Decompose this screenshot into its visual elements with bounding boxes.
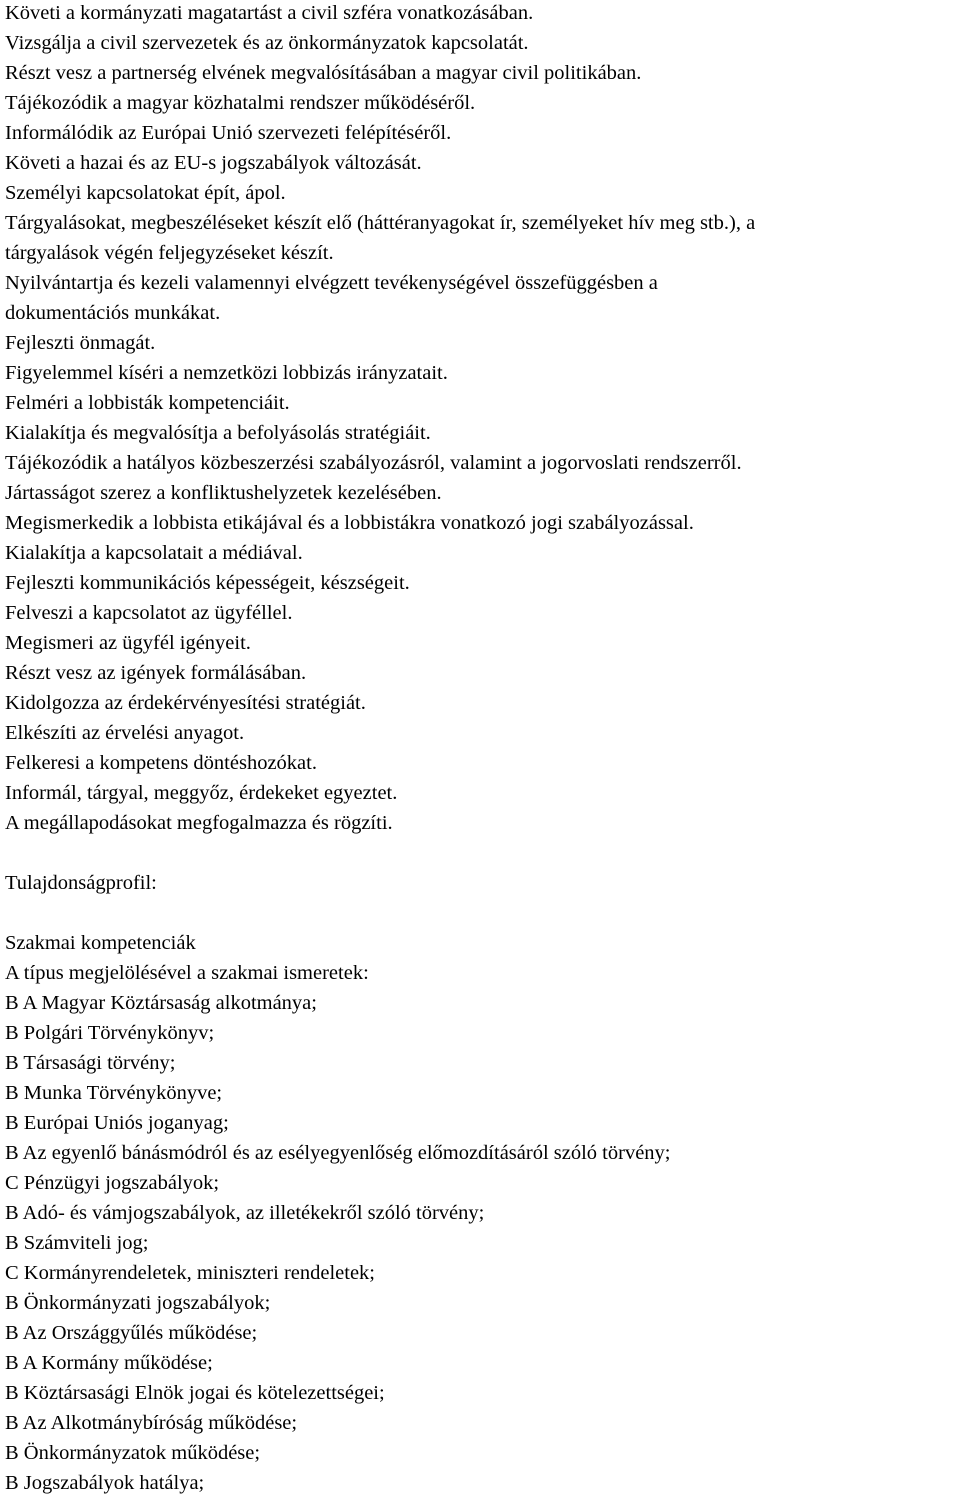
knowledge-item: C Kormányrendeletek, miniszteri rendeletek; <box>5 1262 376 1284</box>
knowledge-item: B A Magyar Köztársaság alkotmánya; <box>5 992 317 1014</box>
knowledge-item: B Önkormányzatok működése; <box>5 1442 261 1464</box>
knowledge-item: B A Kormány működése; <box>5 1352 213 1374</box>
task-line: tárgyalások végén feljegyzéseket készít. <box>5 242 334 264</box>
knowledge-item: B Munka Törvénykönyve; <box>5 1082 223 1104</box>
knowledge-item: B Az Országgyűlés működése; <box>5 1322 258 1344</box>
task-list <box>5 0 955 838</box>
task-line: Informálódik az Európai Unió szervezeti felépítéséről. <box>5 122 452 144</box>
profile-heading: Tulajdonságprofil: <box>5 872 157 894</box>
spacer <box>5 838 955 868</box>
task-line: Vizsgálja a civil szervezetek és az önkormányzatok kapcsolatát. <box>5 32 529 54</box>
task-line: Kialakítja és megvalósítja a befolyásolás stratégiáit. <box>5 422 431 444</box>
task-line: Nyilvántartja és kezeli valamennyi elvégzett tevékenységével összefüggésben a <box>5 272 658 294</box>
document-page <box>5 0 955 1498</box>
task-line: Tájékozódik a hatályos közbeszerzési szabályozásról, valamint a jogorvoslati rendszerről. <box>5 452 742 474</box>
knowledge-item: B Adó- és vámjogszabályok, az illetékekről szóló törvény; <box>5 1202 485 1224</box>
task-line: Kialakítja a kapcsolatait a médiával. <box>5 542 303 564</box>
knowledge-item: B Az Alkotmánybíróság működése; <box>5 1412 298 1434</box>
task-line: Elkészíti az érvelési anyagot. <box>5 722 245 744</box>
knowledge-item: B Európai Uniós joganyag; <box>5 1112 229 1134</box>
task-line: Fejleszti önmagát. <box>5 332 156 354</box>
task-line: Fejleszti kommunikációs képességeit, készségeit. <box>5 572 410 594</box>
task-line: Jártasságot szerez a konfliktushelyzetek kezelésében. <box>5 482 442 504</box>
task-line: Részt vesz a partnerség elvének megvalósításában a magyar civil politikában. <box>5 62 642 84</box>
knowledge-item: B Jogszabályok hatálya; <box>5 1472 205 1494</box>
knowledge-item: C Pénzügyi jogszabályok; <box>5 1172 220 1194</box>
task-line: Tárgyalásokat, megbeszéléseket készít elő (háttéranyagokat ír, személyeket hív meg stb.), a <box>5 212 756 234</box>
task-line: Kidolgozza az érdekérvényesítési stratégiát. <box>5 692 366 714</box>
knowledge-item: B Köztársasági Elnök jogai és kötelezettségei; <box>5 1382 385 1404</box>
task-line: Megismerkedik a lobbista etikájával és a lobbistákra vonatkozó jogi szabályozással. <box>5 512 694 534</box>
task-line: Figyelemmel kíséri a nemzetközi lobbizás irányzatait. <box>5 362 448 384</box>
task-line: Informál, tárgyal, meggyőz, érdekeket egyeztet. <box>5 782 398 804</box>
knowledge-item: B Önkormányzati jogszabályok; <box>5 1292 271 1314</box>
knowledge-item: B Polgári Törvénykönyv; <box>5 1022 215 1044</box>
competence-intro: A típus megjelölésével a szakmai ismeretek: <box>5 962 369 984</box>
spacer <box>5 898 955 928</box>
task-line: dokumentációs munkákat. <box>5 302 221 324</box>
task-line: Személyi kapcsolatokat épít, ápol. <box>5 182 286 204</box>
task-line: Felméri a lobbisták kompetenciáit. <box>5 392 290 414</box>
task-line: Megismeri az ügyfél igényeit. <box>5 632 251 654</box>
task-line: Felkeresi a kompetens döntéshozókat. <box>5 752 317 774</box>
task-line: Követi a kormányzati magatartást a civil szféra vonatkozásában. <box>5 2 534 24</box>
task-line: Felveszi a kapcsolatot az ügyféllel. <box>5 602 293 624</box>
task-line: Tájékozódik a magyar közhatalmi rendszer működéséről. <box>5 92 476 114</box>
task-line: Részt vesz az igények formálásában. <box>5 662 307 684</box>
competence-heading: Szakmai kompetenciák <box>5 932 196 954</box>
task-line: Követi a hazai és az EU-s jogszabályok változását. <box>5 152 422 174</box>
knowledge-item: B Az egyenlő bánásmódról és az esélyegyenlőség előmozdításáról szóló törvény; <box>5 1142 671 1164</box>
knowledge-item: B Számviteli jog; <box>5 1232 149 1254</box>
task-line: A megállapodásokat megfogalmazza és rögzíti. <box>5 812 393 834</box>
knowledge-list <box>5 988 955 1498</box>
knowledge-item: B Társasági törvény; <box>5 1052 176 1074</box>
